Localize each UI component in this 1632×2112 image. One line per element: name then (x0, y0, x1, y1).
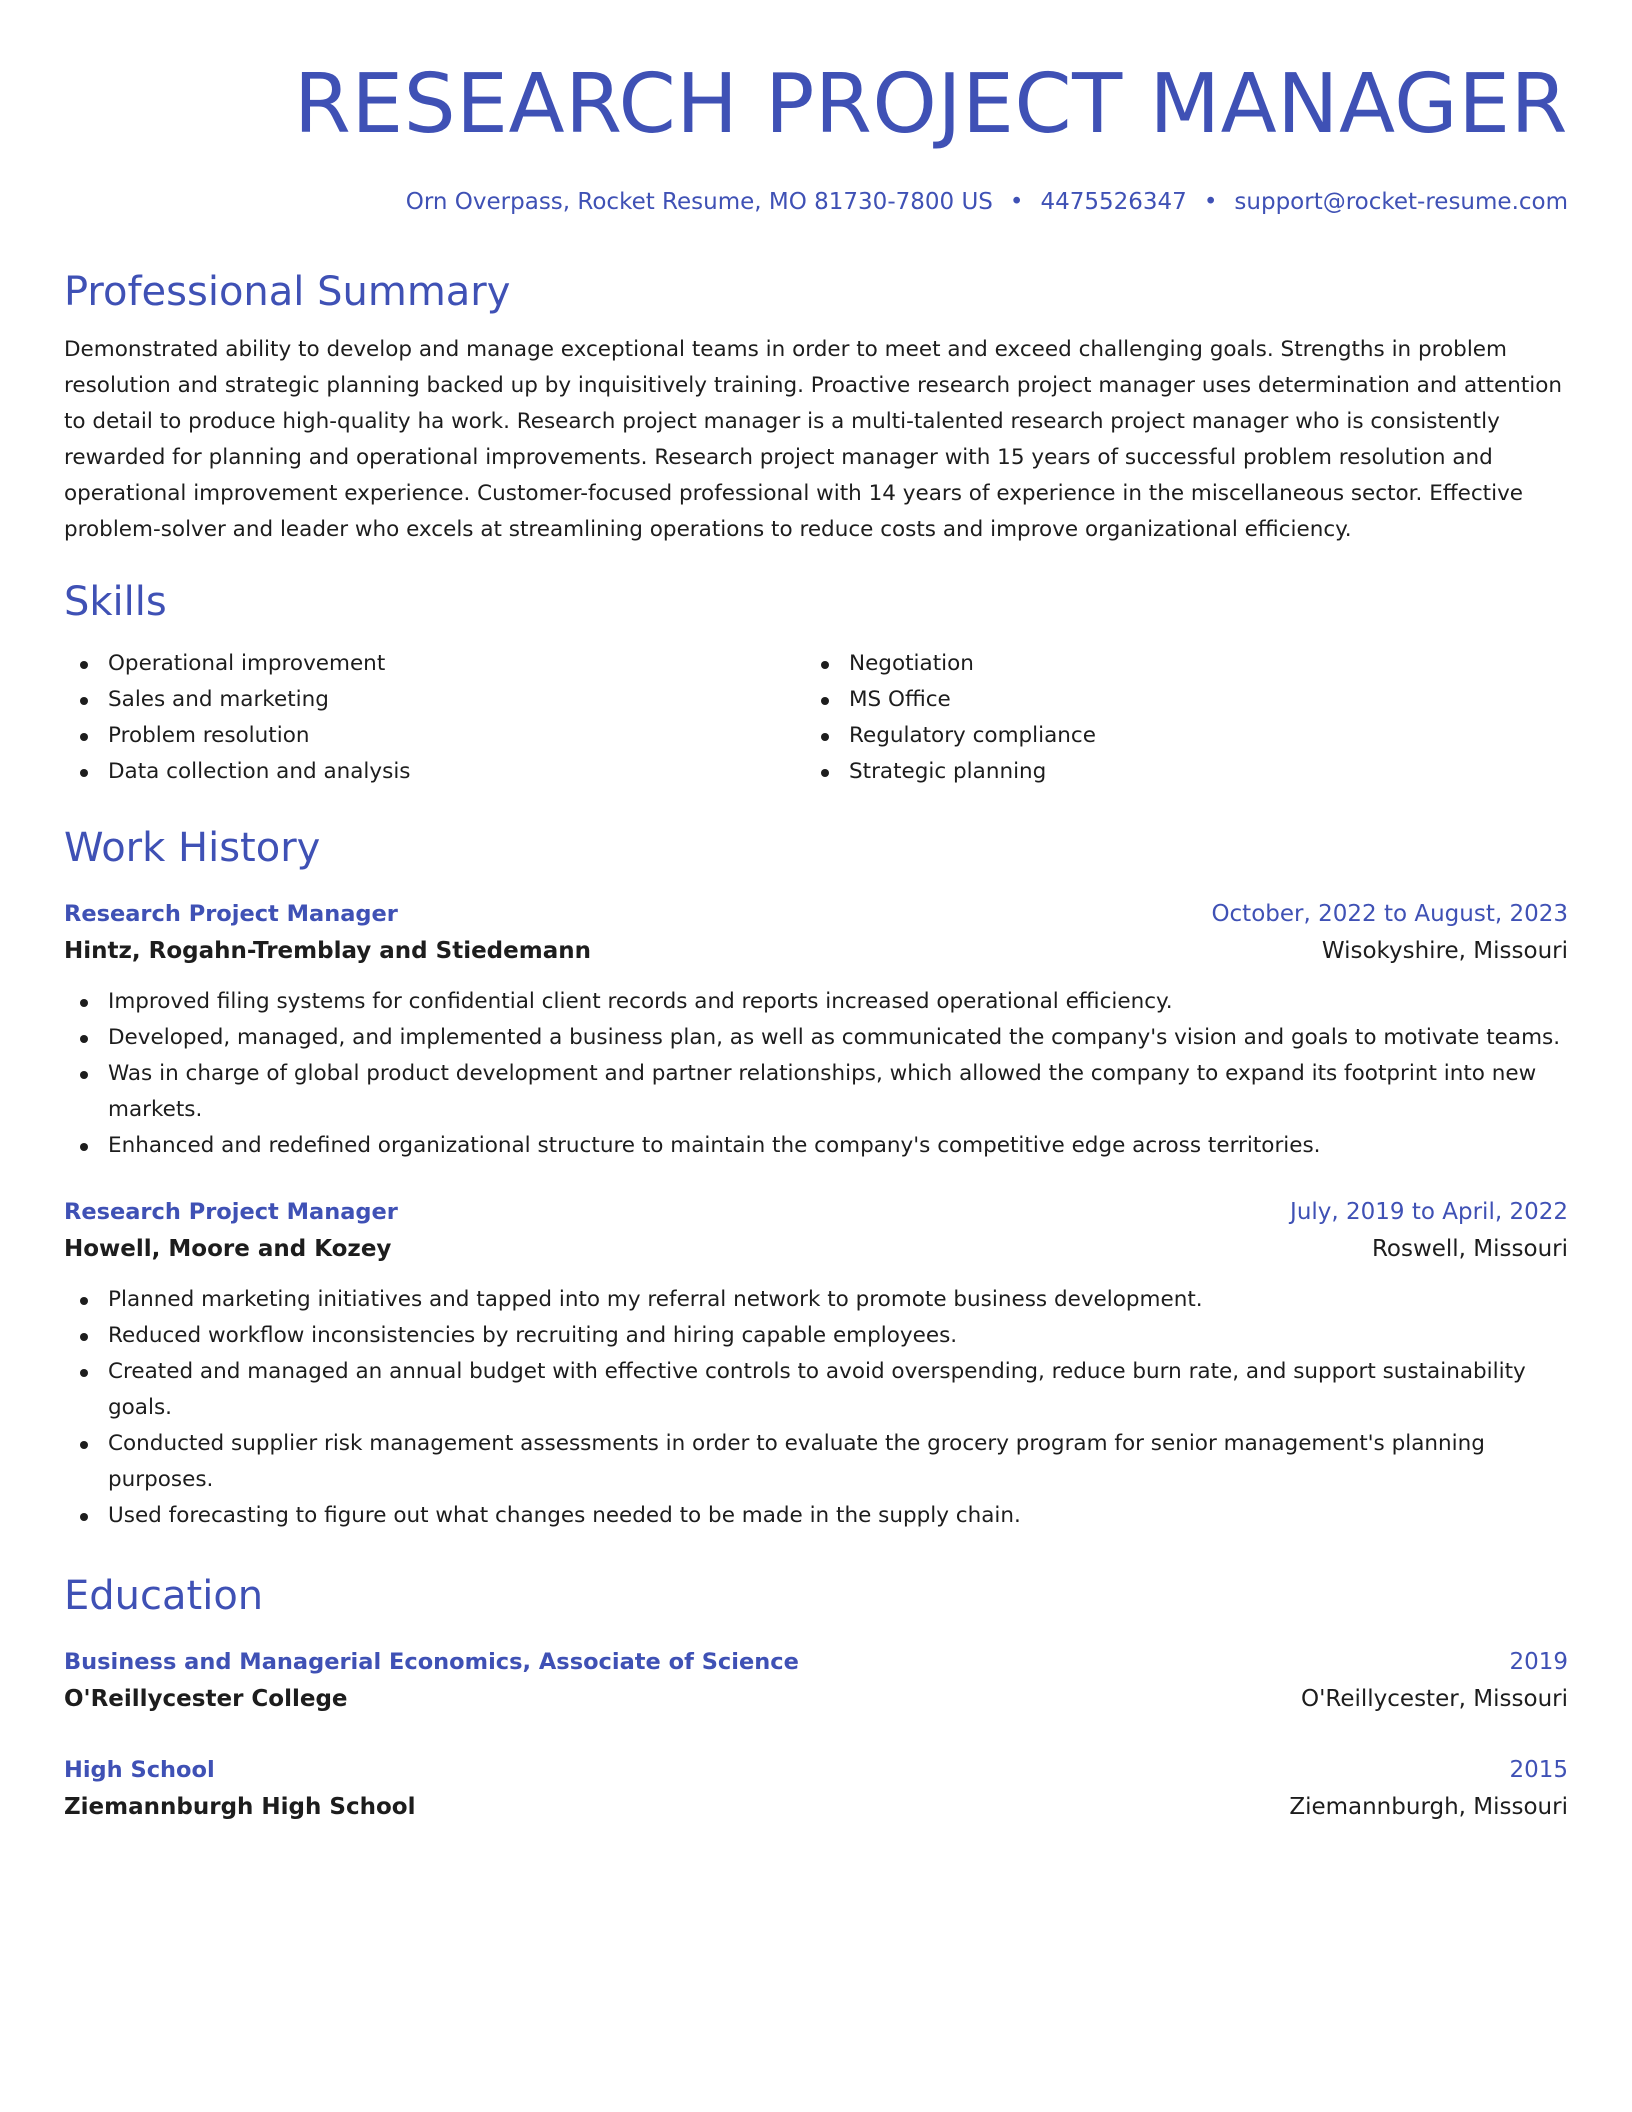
summary-text: Demonstrated ability to develop and manage exceptional teams in order to meet and exceed challenging goals. Strengths in problem resolution and strategic planning backed up by inquisitively training. Proactive research project manager uses determination and attention to detail to produce high-quality ha work. Research project manager is a multi-talented research project manager who is consistently rewarded for planning and operational improvements. Research project manager with 15 years of successful problem resolution and operational improvement experience. Customer-focused professional with 14 years of experience in the miscellaneous sector. Effective problem-solver and leader who excels at streamlining operations to reduce costs and improve organizational efficiency. (64, 337, 1563, 542)
section-heading-skills: Skills (64, 579, 167, 625)
work-entry (64, 1194, 1568, 1534)
school-name: O'Reillycester College (64, 1686, 348, 1712)
job-bullet: Was in charge of global product development and partner relationships, which allowed the company to expand its footprint into new markets. (64, 1056, 1568, 1128)
work-entry-subheader (64, 1230, 1568, 1268)
section-heading-work: Work History (64, 825, 321, 871)
skills-list (64, 646, 1568, 790)
school-name: Ziemannburgh High School (64, 1794, 416, 1820)
job-bullet: Created and managed an annual budget with effective controls to avoid overspending, reduce burn rate, and support sustainability goals. (64, 1354, 1568, 1426)
contact-address: Orn Overpass, Rocket Resume, MO 81730-7800 US (405, 189, 993, 215)
education-entry (64, 1644, 1568, 1718)
skill-item: MS Office (805, 682, 1546, 718)
contact-email: support@rocket-resume.com (1234, 189, 1568, 215)
contact-line (64, 186, 1568, 218)
job-location: Wisokyshire, Missouri (1321, 938, 1568, 964)
job-bullet: Enhanced and redefined organizational structure to maintain the company's competitive edge across territories. (64, 1128, 1568, 1164)
skill-item: Regulatory compliance (805, 718, 1546, 754)
job-title: Research Project Manager (64, 1199, 398, 1225)
section-heading-education: Education (64, 1573, 264, 1619)
work-entry-header (64, 1194, 1568, 1230)
degree-name: High School (64, 1757, 215, 1783)
contact-separator: • (1203, 189, 1218, 215)
skill-item: Data collection and analysis (64, 754, 805, 790)
skill-item: Negotiation (805, 646, 1546, 682)
graduation-year: 2019 (1509, 1649, 1568, 1675)
job-location: Roswell, Missouri (1371, 1236, 1568, 1262)
work-entry (64, 896, 1568, 1164)
job-bullet: Improved filing systems for confidential client records and reports increased operational efficiency. (64, 984, 1568, 1020)
job-bullets (64, 1282, 1568, 1534)
section-heading-summary: Professional Summary (64, 269, 511, 315)
graduation-year: 2015 (1509, 1757, 1568, 1783)
work-entry-subheader (64, 932, 1568, 970)
resume-title: RESEARCH PROJECT MANAGER (293, 57, 1568, 152)
job-bullet: Developed, managed, and implemented a business plan, as well as communicated the company's vision and goals to motivate teams. (64, 1020, 1568, 1056)
company-name: Hintz, Rogahn-Tremblay and Stiedemann (64, 938, 591, 964)
job-dates: July, 2019 to April, 2022 (1290, 1199, 1568, 1225)
education-entry (64, 1752, 1568, 1826)
contact-phone: 4475526347 (1040, 189, 1187, 215)
work-entry-header (64, 896, 1568, 932)
job-bullet: Used forecasting to figure out what changes needed to be made in the supply chain. (64, 1498, 1568, 1534)
skill-item: Sales and marketing (64, 682, 805, 718)
education-entry-subheader (64, 1788, 1568, 1826)
school-location: Ziemannburgh, Missouri (1289, 1794, 1568, 1820)
skills-column-left (64, 646, 805, 790)
contact-separator: • (1009, 189, 1024, 215)
skill-item: Problem resolution (64, 718, 805, 754)
job-bullets (64, 984, 1568, 1164)
company-name: Howell, Moore and Kozey (64, 1236, 392, 1262)
skill-item: Operational improvement (64, 646, 805, 682)
skills-column-right (805, 646, 1546, 790)
job-bullet: Reduced workflow inconsistencies by recruiting and hiring capable employees. (64, 1318, 1568, 1354)
skill-item: Strategic planning (805, 754, 1546, 790)
education-entry-header (64, 1644, 1568, 1680)
job-bullet: Planned marketing initiatives and tapped into my referral network to promote business development. (64, 1282, 1568, 1318)
education-entry-header (64, 1752, 1568, 1788)
job-dates: October, 2022 to August, 2023 (1211, 901, 1568, 927)
job-title: Research Project Manager (64, 901, 398, 927)
job-bullet: Conducted supplier risk management assessments in order to evaluate the grocery program for senior management's planning purposes. (64, 1426, 1568, 1498)
education-entry-subheader (64, 1680, 1568, 1718)
degree-name: Business and Managerial Economics, Associate of Science (64, 1649, 799, 1675)
school-location: O'Reillycester, Missouri (1300, 1686, 1568, 1712)
